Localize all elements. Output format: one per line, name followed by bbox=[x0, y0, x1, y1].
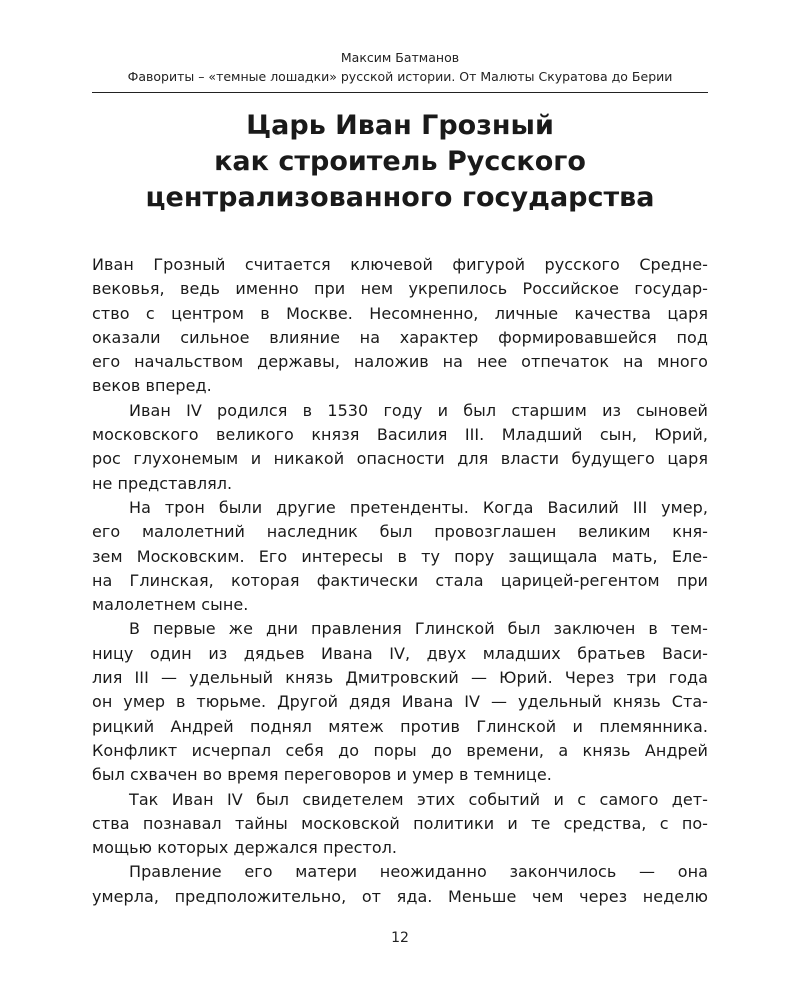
text-line: ницу один из дядьев Ивана IV, двух младших братьев Васи- bbox=[92, 643, 708, 663]
header-divider bbox=[92, 92, 708, 93]
text-line: московского великого князя Василия III. Младший сын, Юрий, bbox=[92, 425, 708, 445]
text-line: его начальством державы, наложив на нее отпечаток на много bbox=[92, 352, 708, 372]
text-line: ство с центром в Москве. Несомненно, личные качества царя bbox=[92, 303, 708, 323]
chapter-title-line: Царь Иван Грозный bbox=[246, 110, 554, 141]
text-line: Иван Грозный считается ключевой фигурой русского Средне- bbox=[92, 255, 708, 274]
text-line: умерла, предположительно, от яда. Меньше чем через неделю bbox=[92, 886, 708, 906]
header-author: Максим Батманов bbox=[340, 50, 460, 65]
text-line: На трон были другие претенденты. Когда Василий III умер, bbox=[129, 497, 708, 517]
text-line: оказали сильное влияние на характер формировавшейся под bbox=[92, 327, 708, 347]
text-line: Конфликт исчерпал себя до поры до времени, а князь Андрей bbox=[92, 740, 708, 760]
text-line: Иван IV родился в 1530 году и был старшим из сыновей bbox=[129, 400, 708, 420]
chapter-title-line: централизованного государства bbox=[145, 182, 655, 213]
text-line: Правление его матери неожиданно закончилось — она bbox=[129, 862, 708, 882]
text-line: Так Иван IV был свидетелем этих событий и с самого дет- bbox=[129, 789, 708, 809]
chapter-title-line: как строитель Русского bbox=[214, 146, 586, 177]
chapter-title bbox=[92, 108, 708, 216]
text-line: на Глинская, которая фактически стала царицей-регентом при bbox=[92, 570, 708, 590]
text-line: зем Московским. Его интересы в ту пору защищала мать, Еле- bbox=[92, 546, 708, 566]
text-line: был схвачен во время переговоров и умер в темнице. bbox=[92, 765, 552, 785]
text-line: малолетнем сыне. bbox=[92, 595, 249, 615]
page-number: 12 bbox=[391, 930, 409, 946]
text-line: не представлял. bbox=[92, 473, 233, 493]
header-book-title: Фавориты – «темные лошадки» русской истории. От Малюты Скуратова до Берии bbox=[127, 69, 673, 84]
text-line: В первые же дни правления Глинской был заключен в тем- bbox=[129, 619, 708, 639]
text-line: мощью которых держался престол. bbox=[92, 838, 398, 858]
running-header bbox=[92, 48, 708, 86]
body-text bbox=[92, 253, 708, 909]
text-line: рицкий Андрей поднял мятеж против Глинской и племянника. bbox=[92, 716, 708, 736]
text-line: ства познавал тайны московской политики и те средства, с по- bbox=[92, 813, 708, 833]
text-line: его малолетний наследник был провозглашен великим кня- bbox=[92, 522, 708, 542]
text-line: вековья, ведь именно при нем укрепилось Российское государ- bbox=[92, 279, 708, 299]
text-line: он умер в тюрьме. Другой дядя Ивана IV — удельный князь Ста- bbox=[92, 692, 708, 712]
text-line: веков вперед. bbox=[92, 376, 212, 396]
text-line: рос глухонемым и никакой опасности для власти будущего царя bbox=[92, 449, 708, 469]
text-line: лия III — удельный князь Дмитровский — Юрий. Через три года bbox=[92, 668, 708, 688]
